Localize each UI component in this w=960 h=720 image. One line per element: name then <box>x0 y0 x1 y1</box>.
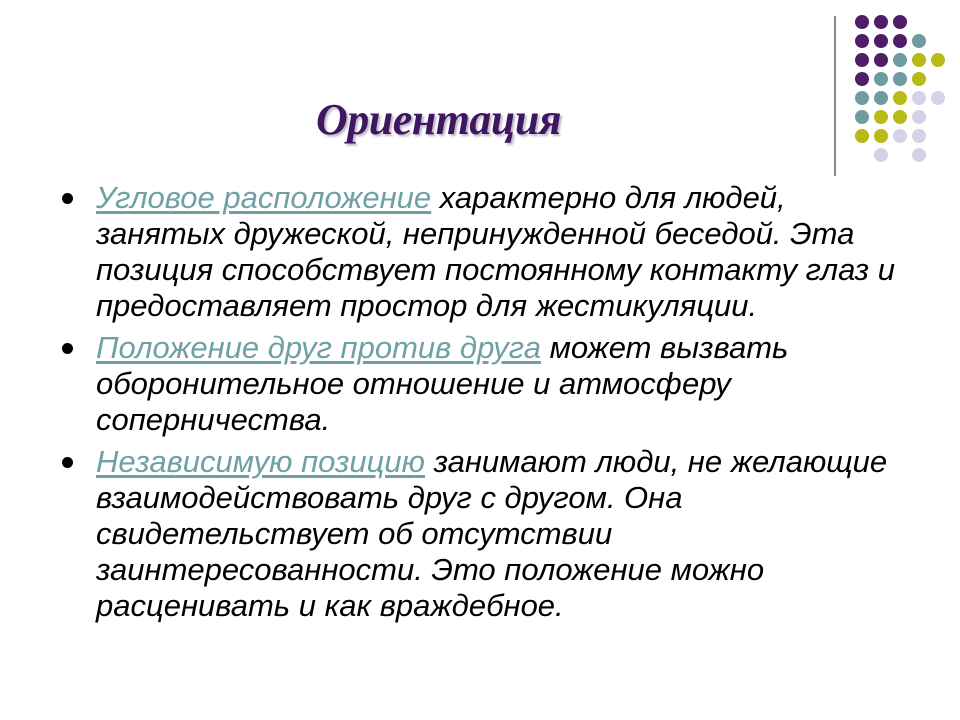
bullet-dot-icon <box>62 193 73 204</box>
bullet-text: занимают люди, не желающие взаимодействовать друг с другом. Она свидетельствует об отсутствии заинтересованности. Это положение можно расценивать и как враждебное. <box>96 444 888 623</box>
dot-teal <box>893 53 907 67</box>
dot-olive <box>912 72 926 86</box>
dot-teal <box>893 72 907 86</box>
dot-olive <box>931 53 945 67</box>
dot-purple <box>874 34 888 48</box>
dot-olive <box>874 110 888 124</box>
dot-teal <box>874 72 888 86</box>
dot-teal <box>855 110 869 124</box>
slide-title: Ориентация <box>316 95 562 144</box>
dot-olive <box>912 53 926 67</box>
dot-purple <box>855 34 869 48</box>
dot-teal <box>912 34 926 48</box>
link-corner-position[interactable]: Угловое расположение <box>96 180 432 215</box>
dot-olive <box>893 110 907 124</box>
link-independent-position[interactable]: Независимую позицию <box>96 444 425 479</box>
bullet-list <box>60 180 910 630</box>
dot-purple <box>855 72 869 86</box>
vertical-divider <box>834 16 836 176</box>
dot-olive <box>855 129 869 143</box>
dot-olive <box>874 129 888 143</box>
bullet-item <box>60 330 910 438</box>
dot-lavender <box>912 129 926 143</box>
dot-purple <box>855 15 869 29</box>
dot-lavender <box>931 91 945 105</box>
dot-purple <box>855 53 869 67</box>
dot-lavender <box>893 129 907 143</box>
bullet-text: может вызвать оборонительное отношение и атмосферу соперничества. <box>96 330 789 437</box>
bullet-dot-icon <box>62 457 73 468</box>
dot-lavender <box>874 148 888 162</box>
bullet-dot-icon <box>62 343 73 354</box>
dot-teal <box>874 91 888 105</box>
dot-purple <box>893 34 907 48</box>
dot-purple <box>874 15 888 29</box>
dot-purple <box>893 15 907 29</box>
dot-lavender <box>912 91 926 105</box>
bullet-text: характерно для людей, занятых дружеской, непринужденной беседой. Эта позиция способствует постоянному контакту глаз и предоставляет простор для жестикуляции. <box>96 180 895 323</box>
dot-purple <box>874 53 888 67</box>
bullet-item <box>60 444 910 624</box>
link-opposite-position[interactable]: Положение друг против друга <box>96 330 541 365</box>
dot-teal <box>855 91 869 105</box>
dot-lavender <box>912 148 926 162</box>
bullet-item <box>60 180 910 324</box>
dot-lavender <box>912 110 926 124</box>
dot-olive <box>893 91 907 105</box>
